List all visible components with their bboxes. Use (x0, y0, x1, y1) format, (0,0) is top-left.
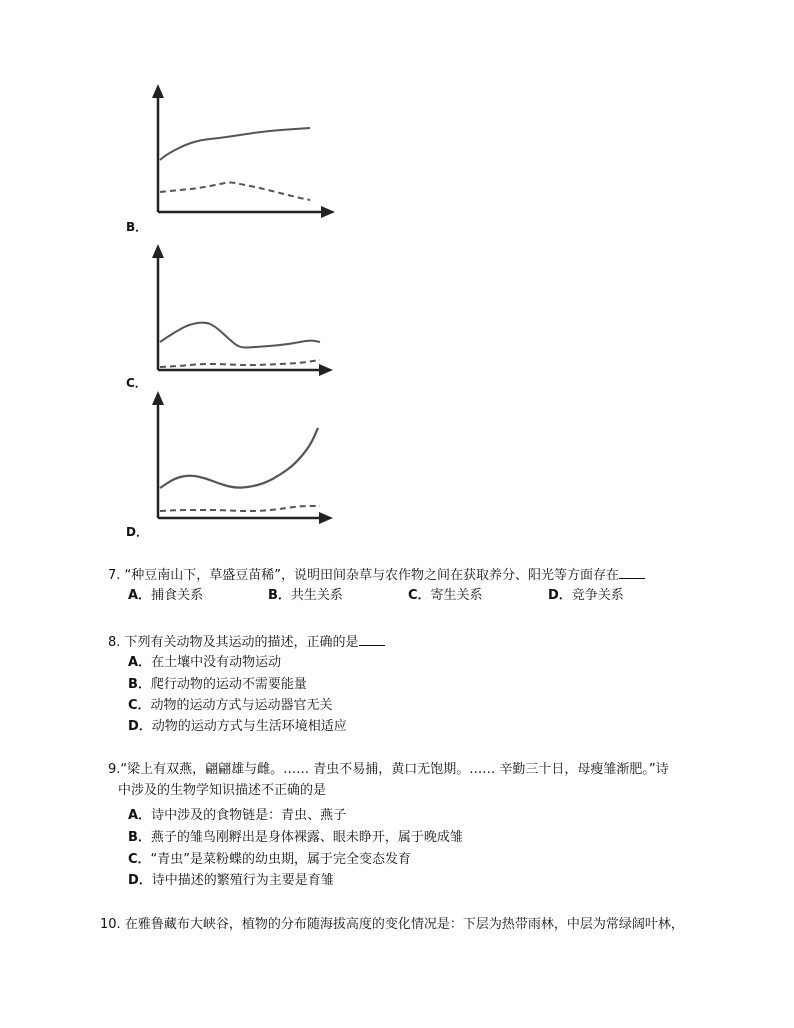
option-text: 在土壤中没有动物运动 (151, 655, 282, 670)
x-axis-arrow (321, 206, 335, 218)
solid-curve (160, 428, 318, 488)
graph-d (145, 388, 345, 528)
dashed-curve (160, 360, 320, 367)
option-text: 诗中描述的繁殖行为主要是育雏 (151, 873, 334, 888)
question-text: 下列有关动物及其运动的描述，正确的是 (124, 635, 359, 650)
option-letter: C． (128, 698, 151, 713)
question-7-option-d[interactable] (548, 588, 624, 604)
question-7-stem (108, 566, 645, 584)
option-text: 竞争关系 (571, 588, 624, 603)
graph-b (145, 82, 345, 227)
dashed-curve (160, 183, 310, 201)
question-9-option-a[interactable] (128, 808, 346, 824)
question-7-option-a[interactable] (128, 588, 203, 604)
question-text: 在雅鲁藏布大峡谷，植物的分布随海拔高度的变化情况是：下层为热带雨林，中层为常绿阔叶林， (124, 917, 684, 932)
solid-curve (160, 128, 310, 160)
answer-blank[interactable] (619, 566, 645, 579)
question-9-option-d[interactable] (128, 873, 334, 889)
y-axis-arrow (152, 84, 164, 98)
x-axis-arrow (319, 364, 333, 376)
question-text: “种豆南山下，草盛豆苗稀”，说明田间杂草与农作物之间在获取养分、阳光等方面存在 (124, 568, 620, 583)
question-9-option-b[interactable] (128, 830, 463, 846)
question-9-option-c[interactable] (128, 852, 411, 868)
option-letter: D． (128, 873, 152, 888)
question-8-option-b[interactable] (128, 677, 307, 693)
option-text: 诗中涉及的食物链是：青虫、燕子 (151, 808, 347, 823)
option-letter: B． (268, 588, 291, 603)
option-text: 爬行动物的运动不需要能量 (150, 677, 307, 692)
question-8-option-c[interactable] (128, 698, 333, 714)
question-9-stem-line-2 (118, 783, 326, 799)
option-text: 捕食关系 (151, 588, 204, 603)
y-axis-arrow (152, 244, 164, 258)
x-axis-arrow (319, 512, 333, 524)
option-letter: B． (128, 677, 151, 692)
option-letter: A． (128, 808, 152, 823)
question-text: 中涉及的生物学知识描述不正确的是 (118, 783, 327, 798)
option-text: 燕子的雏鸟刚孵出是身体裸露、眼未睁开，属于晚成雏 (150, 830, 463, 845)
question-text: “梁上有双燕，翩翩雄与雌。…… 青虫不易捕，黄口无饱期。…… 辛勤三十日，母瘦雏渐肥。”诗 (120, 762, 669, 777)
dashed-curve (160, 506, 320, 511)
option-letter: A． (128, 655, 152, 670)
option-letter: A． (128, 588, 152, 603)
question-9-stem-line-1 (108, 762, 669, 778)
option-letter: C． (408, 588, 431, 603)
solid-curve (160, 323, 320, 348)
question-7-option-c[interactable] (408, 588, 483, 604)
option-letter: D． (548, 588, 572, 603)
option-text: 动物的运动方式与生活环境相适应 (151, 719, 347, 734)
graph-c (145, 242, 345, 382)
option-label-d: D． (126, 525, 148, 539)
question-number: 9. (108, 762, 121, 777)
option-text: 共生关系 (290, 588, 343, 603)
question-number: 10. (100, 917, 121, 932)
y-axis-arrow (152, 391, 164, 405)
answer-blank[interactable] (359, 633, 385, 646)
question-number: 7. (108, 568, 121, 583)
option-text: “青虫”是菜粉蝶的幼虫期，属于完全变态发育 (150, 852, 412, 867)
option-text: 动物的运动方式与运动器官无关 (150, 698, 333, 713)
question-8-stem (108, 633, 385, 651)
option-letter: B． (128, 830, 151, 845)
option-text: 寄生关系 (430, 588, 483, 603)
question-8-option-a[interactable] (128, 655, 281, 671)
option-letter: D． (128, 719, 152, 734)
question-8-option-d[interactable] (128, 719, 347, 735)
question-10-stem (100, 917, 684, 933)
question-7-option-b[interactable] (268, 588, 343, 604)
option-letter: C． (128, 852, 151, 867)
option-label-c: C． (126, 376, 147, 390)
question-number: 8. (108, 635, 121, 650)
option-label-b: B． (126, 220, 148, 234)
